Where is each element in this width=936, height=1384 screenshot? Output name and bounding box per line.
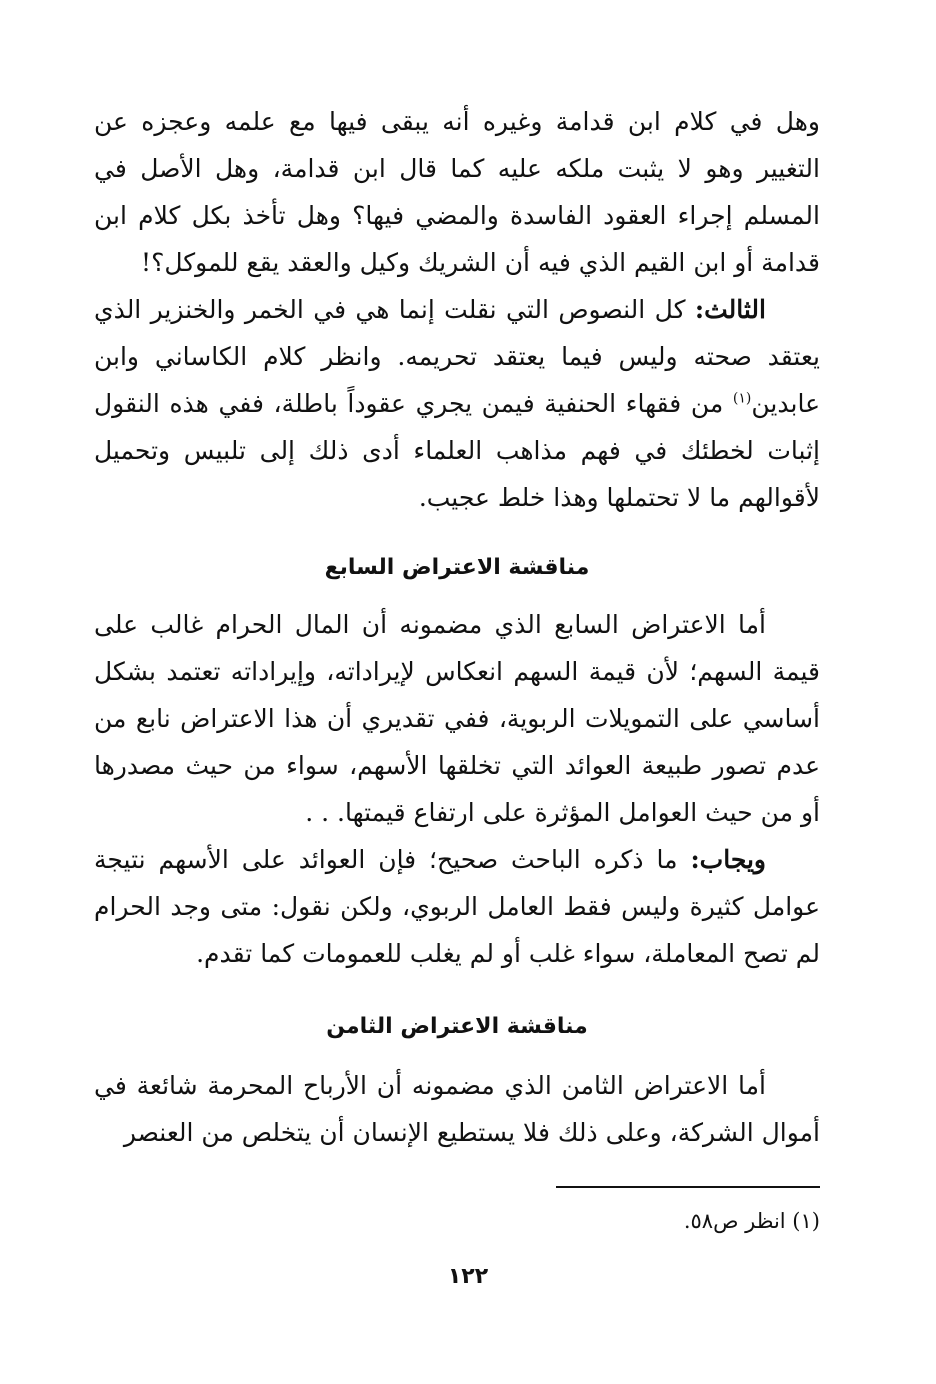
heading-seventh-objection: مناقشة الاعتراض السابع — [324, 555, 590, 580]
paragraph-third-text-a: كل النصوص التي نقلت إنما هي في الخمر والخنزير الذي يعتقد صحته وليس فيما يعتقد تحريمه. وانظر كلام الكاساني وابن عابدين — [94, 295, 820, 418]
footnote-separator — [556, 1186, 820, 1188]
paragraph-answer-text: ما ذكره الباحث صحيح؛ فإن العوائد على الأسهم نتيجة عوامل كثيرة وليس فقط العامل الربوي، ولكن نقول: متى وجد الحرام لم تصح المعاملة، سواء غلب أو لم يغلب للعمومات كما تقدم. — [94, 845, 820, 968]
paragraph-answer — [94, 836, 820, 977]
footnote: (١) انظر ص٥٨. — [683, 1209, 820, 1233]
paragraph-eighth-objection: أما الاعتراض الثامن الذي مضمونه أن الأرباح المحرمة شائعة في أموال الشركة، وعلى ذلك فلا يستطيع الإنسان أن يتخلص من العنصر — [94, 1071, 820, 1147]
paragraph-ibn-qudama: وهل في كلام ابن قدامة وغيره أنه يبقى فيها مع علمه وعجزه عن التغيير وهو لا يثبت ملكه عليه كما قال ابن قدامة، وهل الأصل في المسلم إجراء العقود الفاسدة والمضي فيها؟ وهل تأخذ بكل كلام ابن قدامة أو ابن القيم الذي فيه أن الشريك وكيل والعقد يقع للموكل؟! — [94, 107, 820, 277]
paragraph-seventh-objection: أما الاعتراض السابع الذي مضمونه أن المال الحرام غالب على قيمة السهم؛ لأن قيمة السهم انعكاس لإيراداته، وإيراداته تعتمد بشكل أساسي على التمويلات الربوية، ففي تقديري أن هذا الاعتراض نابع من عدم تصور طبيعة العوائد التي تخلقها الأسهم، سواء من حيث مصدرها أو من حيث العوامل المؤثرة على ارتفاع قيمتها. . . — [94, 610, 820, 827]
body-text-bottom — [94, 1062, 820, 1156]
label-third: الثالث: — [694, 295, 766, 324]
paragraph-third-text-b: من فقهاء الحنفية فيمن يجري عقوداً باطلة، ففي هذه النقول إثبات لخطئك في فهم مذاهب العلماء أدى ذلك إلى تلبيس وتحميل لأقوالهم ما لا تحتملها وهذا خلط عجيب. — [94, 389, 820, 512]
body-text-middle — [94, 601, 820, 977]
page-number: ١٢٢ — [447, 1264, 489, 1289]
heading-eighth-objection: مناقشة الاعتراض الثامن — [326, 1014, 588, 1039]
body-text-top — [94, 98, 820, 521]
footnote-reference[interactable]: (١) — [732, 390, 752, 407]
paragraph-third — [94, 286, 820, 521]
label-answer: ويجاب: — [690, 845, 766, 874]
